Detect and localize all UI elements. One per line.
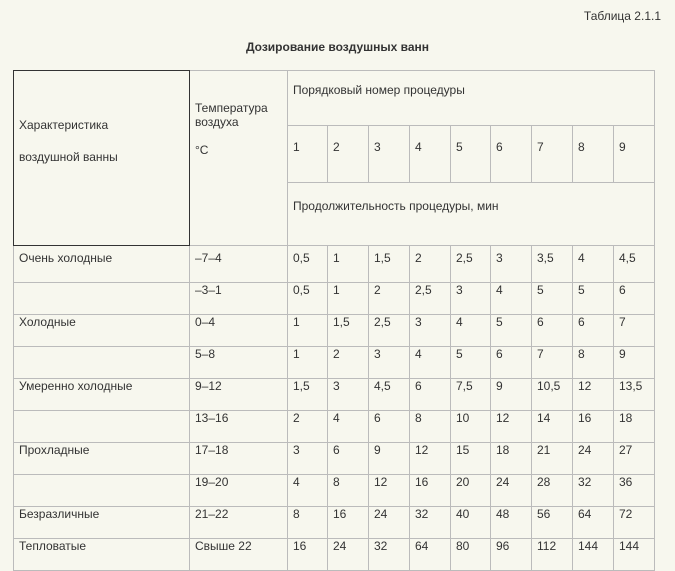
header-characteristic-line1: Характеристика bbox=[19, 118, 109, 132]
air-bath-dosage-table bbox=[13, 70, 655, 571]
duration-cell: 24 bbox=[328, 539, 369, 571]
duration-cell: 4,5 bbox=[369, 379, 410, 411]
procedure-number-cell: 1 bbox=[288, 126, 328, 183]
duration-cell: 0,5 bbox=[288, 283, 328, 315]
duration-cell: 36 bbox=[614, 475, 655, 507]
row-characteristic: Холодные bbox=[14, 315, 190, 347]
duration-cell: 1,5 bbox=[288, 379, 328, 411]
table-row bbox=[14, 539, 655, 571]
duration-cell: 2,5 bbox=[451, 246, 491, 283]
duration-cell: 12 bbox=[491, 411, 532, 443]
duration-cell: 14 bbox=[532, 411, 573, 443]
duration-cell: 1,5 bbox=[328, 315, 369, 347]
duration-cell: 5 bbox=[451, 347, 491, 379]
procedure-number-cell: 5 bbox=[451, 126, 491, 183]
duration-cell: 3 bbox=[369, 347, 410, 379]
duration-cell: 20 bbox=[451, 475, 491, 507]
duration-cell: 2 bbox=[410, 246, 451, 283]
duration-cell: 4 bbox=[491, 283, 532, 315]
row-temperature: Свыше 22 bbox=[190, 539, 288, 571]
duration-cell: 112 bbox=[532, 539, 573, 571]
duration-cell: 16 bbox=[573, 411, 614, 443]
row-temperature: –3–1 bbox=[190, 283, 288, 315]
header-characteristic-line2: воздушной ванны bbox=[19, 150, 118, 164]
row-characteristic bbox=[14, 347, 190, 379]
duration-cell: 18 bbox=[614, 411, 655, 443]
duration-cell: 16 bbox=[410, 475, 451, 507]
procedure-number-cell: 7 bbox=[532, 126, 573, 183]
duration-cell: 9 bbox=[369, 443, 410, 475]
duration-cell: 3 bbox=[328, 379, 369, 411]
row-temperature: –7–4 bbox=[190, 246, 288, 283]
duration-cell: 10,5 bbox=[532, 379, 573, 411]
duration-cell: 16 bbox=[288, 539, 328, 571]
row-characteristic bbox=[14, 411, 190, 443]
duration-cell: 6 bbox=[491, 347, 532, 379]
duration-cell: 13,5 bbox=[614, 379, 655, 411]
duration-cell: 6 bbox=[614, 283, 655, 315]
duration-cell: 0,5 bbox=[288, 246, 328, 283]
procedure-number-cell: 4 bbox=[410, 126, 451, 183]
table-row bbox=[14, 507, 655, 539]
table-title: Дозирование воздушных ванн bbox=[245, 40, 430, 54]
row-characteristic: Безразличные bbox=[14, 507, 190, 539]
table-row bbox=[14, 475, 655, 507]
duration-cell: 32 bbox=[369, 539, 410, 571]
duration-cell: 32 bbox=[410, 507, 451, 539]
duration-cell: 2 bbox=[328, 347, 369, 379]
row-temperature: 5–8 bbox=[190, 347, 288, 379]
duration-cell: 4 bbox=[573, 246, 614, 283]
table-row bbox=[14, 443, 655, 475]
duration-cell: 2 bbox=[288, 411, 328, 443]
duration-cell: 7 bbox=[532, 347, 573, 379]
duration-cell: 8 bbox=[410, 411, 451, 443]
procedure-number-cell: 2 bbox=[328, 126, 369, 183]
duration-cell: 3,5 bbox=[532, 246, 573, 283]
row-characteristic: Прохладные bbox=[14, 443, 190, 475]
header-temperature bbox=[190, 71, 288, 246]
duration-cell: 144 bbox=[614, 539, 655, 571]
duration-cell: 24 bbox=[369, 507, 410, 539]
procedure-number-cell: 9 bbox=[614, 126, 655, 183]
duration-cell: 12 bbox=[369, 475, 410, 507]
duration-cell: 9 bbox=[491, 379, 532, 411]
duration-cell: 8 bbox=[288, 507, 328, 539]
table-row bbox=[14, 246, 655, 283]
duration-cell: 144 bbox=[573, 539, 614, 571]
duration-cell: 3 bbox=[491, 246, 532, 283]
row-characteristic: Тепловатые bbox=[14, 539, 190, 571]
duration-cell: 4 bbox=[451, 315, 491, 347]
duration-cell: 64 bbox=[410, 539, 451, 571]
duration-cell: 6 bbox=[410, 379, 451, 411]
duration-cell: 5 bbox=[532, 283, 573, 315]
header-procedure-number: Порядковый номер процедуры bbox=[288, 71, 655, 126]
duration-cell: 18 bbox=[491, 443, 532, 475]
duration-cell: 3 bbox=[451, 283, 491, 315]
table-row bbox=[14, 347, 655, 379]
duration-cell: 2,5 bbox=[369, 315, 410, 347]
duration-cell: 80 bbox=[451, 539, 491, 571]
row-temperature: 13–16 bbox=[190, 411, 288, 443]
row-temperature: 9–12 bbox=[190, 379, 288, 411]
duration-cell: 24 bbox=[573, 443, 614, 475]
duration-cell: 56 bbox=[532, 507, 573, 539]
duration-cell: 6 bbox=[532, 315, 573, 347]
duration-cell: 7,5 bbox=[451, 379, 491, 411]
duration-cell: 40 bbox=[451, 507, 491, 539]
duration-cell: 1 bbox=[328, 283, 369, 315]
duration-cell: 32 bbox=[573, 475, 614, 507]
row-characteristic bbox=[14, 283, 190, 315]
duration-cell: 48 bbox=[491, 507, 532, 539]
table-row bbox=[14, 379, 655, 411]
duration-cell: 2 bbox=[369, 283, 410, 315]
duration-cell: 9 bbox=[614, 347, 655, 379]
duration-cell: 21 bbox=[532, 443, 573, 475]
duration-cell: 4,5 bbox=[614, 246, 655, 283]
table-row bbox=[14, 411, 655, 443]
row-temperature: 21–22 bbox=[190, 507, 288, 539]
row-temperature: 17–18 bbox=[190, 443, 288, 475]
duration-cell: 27 bbox=[614, 443, 655, 475]
table-row bbox=[14, 283, 655, 315]
duration-cell: 1 bbox=[288, 315, 328, 347]
duration-cell: 1 bbox=[328, 246, 369, 283]
row-temperature: 0–4 bbox=[190, 315, 288, 347]
duration-cell: 7 bbox=[614, 315, 655, 347]
duration-cell: 12 bbox=[573, 379, 614, 411]
procedure-number-cell: 3 bbox=[369, 126, 410, 183]
duration-cell: 1,5 bbox=[369, 246, 410, 283]
table-row bbox=[14, 315, 655, 347]
duration-cell: 28 bbox=[532, 475, 573, 507]
duration-cell: 12 bbox=[410, 443, 451, 475]
duration-cell: 64 bbox=[573, 507, 614, 539]
duration-cell: 6 bbox=[328, 443, 369, 475]
row-characteristic: Умеренно холодные bbox=[14, 379, 190, 411]
procedure-number-cell: 6 bbox=[491, 126, 532, 183]
duration-cell: 24 bbox=[491, 475, 532, 507]
duration-cell: 6 bbox=[369, 411, 410, 443]
duration-cell: 96 bbox=[491, 539, 532, 571]
duration-cell: 1 bbox=[288, 347, 328, 379]
duration-cell: 3 bbox=[410, 315, 451, 347]
row-temperature: 19–20 bbox=[190, 475, 288, 507]
duration-cell: 8 bbox=[573, 347, 614, 379]
duration-cell: 6 bbox=[573, 315, 614, 347]
duration-cell: 15 bbox=[451, 443, 491, 475]
duration-cell: 8 bbox=[328, 475, 369, 507]
duration-cell: 4 bbox=[410, 347, 451, 379]
duration-cell: 5 bbox=[573, 283, 614, 315]
duration-cell: 4 bbox=[328, 411, 369, 443]
duration-cell: 4 bbox=[288, 475, 328, 507]
header-characteristic bbox=[14, 71, 190, 246]
duration-cell: 3 bbox=[288, 443, 328, 475]
duration-cell: 72 bbox=[614, 507, 655, 539]
duration-cell: 10 bbox=[451, 411, 491, 443]
header-duration: Продолжительность процедуры, мин bbox=[288, 183, 655, 246]
header-temperature-unit: °С bbox=[195, 143, 209, 157]
header-temperature-line1: Температура bbox=[195, 101, 268, 115]
row-characteristic bbox=[14, 475, 190, 507]
row-characteristic: Очень холодные bbox=[14, 246, 190, 283]
table-number: Таблица 2.1.1 bbox=[583, 9, 661, 23]
duration-cell: 5 bbox=[491, 315, 532, 347]
duration-cell: 16 bbox=[328, 507, 369, 539]
header-temperature-line2: воздуха bbox=[195, 115, 239, 129]
table-body bbox=[14, 246, 655, 571]
procedure-number-cell: 8 bbox=[573, 126, 614, 183]
duration-cell: 2,5 bbox=[410, 283, 451, 315]
